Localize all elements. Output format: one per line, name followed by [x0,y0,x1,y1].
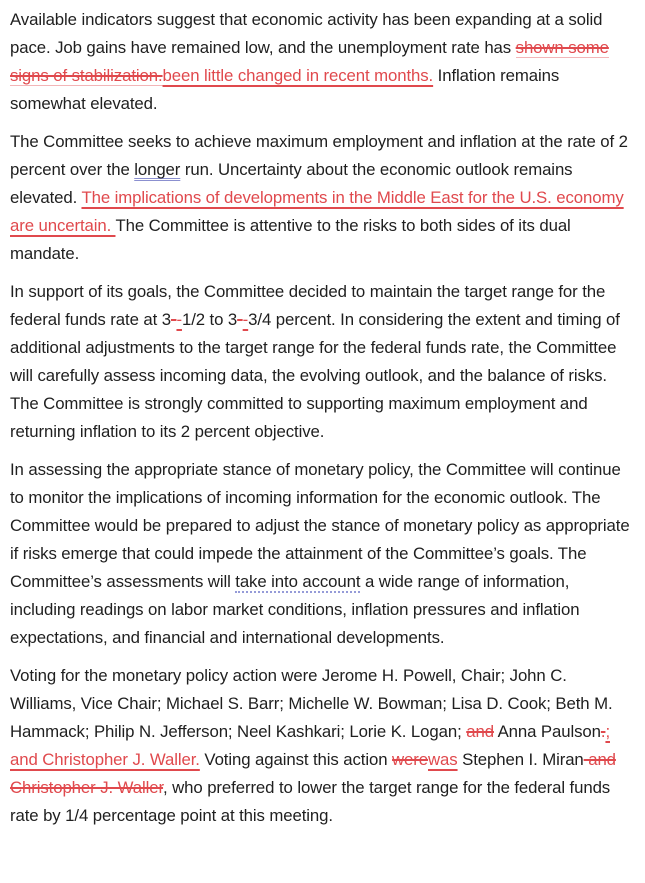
deleted-text: and Christopher J. Waller [10,750,616,797]
text-run: In support of its goals, the Committee decided to maintain the target range for the federal funds rate at 3 [10,282,606,329]
deleted-text: were [392,750,429,769]
inserted-text: The implications of developments in the Middle East for the U.S. economy are uncertain. [10,188,624,235]
paragraph [10,456,634,652]
deleted-text: - [237,310,243,329]
text-run: The Committee seeks to achieve maximum employment and inflation at the rate of 2 percent over the [10,132,628,179]
deleted-text: . [600,722,606,741]
proofing-marked-text: take into account [235,572,361,591]
text-run: 1/2 to 3 [181,310,238,329]
inserted-text: been little changed in recent months. [162,66,434,85]
inserted-text: - [242,310,249,329]
paragraph [10,128,634,268]
deleted-text: shown some signs of stabilization. [10,38,609,85]
paragraph [10,662,634,830]
text-run: run. Uncertainty about the economic outlook remains elevated. [10,160,573,207]
inserted-text: ; and Christopher J. Waller. [10,722,610,769]
deleted-text: - [170,310,177,329]
paragraph [10,6,634,118]
inserted-text: was [428,750,458,769]
deleted-text: and [466,722,494,741]
inserted-text: - [176,310,182,329]
text-run: 3/4 percent. In considering the extent and timing of additional adjustments to the target range for the federal funds rate, the Committee will carefully assess incoming data, the evolving outlook, and the balance of risks. The Committee is strongly committed to supporting maximum employment and returning inflation to its 2 percent objective. [10,310,620,441]
text-run: a wide range of information, including readings on labor market conditions, inflation pressures and inflation expectations, and financial and international developments. [10,572,580,647]
text-run: Voting against this action [199,750,393,769]
text-run: In assessing the appropriate stance of monetary policy, the Committee will continue to monitor the implications of incoming information for the economic outlook. The Committee would be prepared to adjust the stance of monetary policy as appropriate if risks emerge that could impede the attainment of the Committee’s goals. The Committee’s assessments will [10,460,630,591]
paragraph [10,278,634,446]
text-run: Anna Paulson [493,722,601,741]
text-run: Available indicators suggest that economic activity has been expanding at a solid pace. Job gains have remained low, and the unemployment rate has [10,10,603,57]
text-run: Inflation remains somewhat elevated. [10,66,560,113]
text-run: Voting for the monetary policy action were Jerome H. Powell, Chair; John C. Williams, Vice Chair; Michael S. Barr; Michelle W. Bowman; Lisa D. Cook; Beth M. Hammack; Philip N. Jefferson; Neel Kashkari; Lorie K. Logan; [10,666,613,741]
text-run: Stephen I. Miran [457,750,584,769]
text-run: The Committee is attentive to the risks to both sides of its dual mandate. [10,216,571,263]
format-changed-text: longer [134,160,181,179]
text-run: , who preferred to lower the target range for the federal funds rate by 1/4 percentage point at this meeting. [10,778,611,825]
